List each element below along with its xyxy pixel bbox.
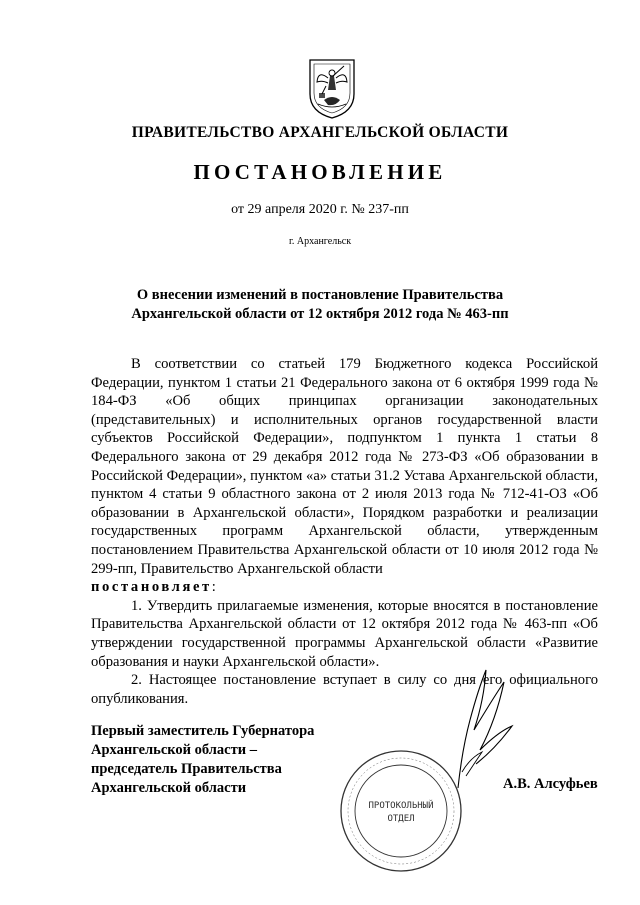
item-2: 2. Настоящее постановление вступает в силу со дня его официального опубликования. [91, 672, 598, 707]
resolves-word: постановляет [91, 579, 212, 596]
coat-of-arms-icon [306, 56, 358, 120]
resolves-colon: : [211, 579, 216, 596]
signer-line-1: Первый заместитель Губернатора [91, 723, 315, 739]
resolves-line [91, 578, 598, 597]
document-type: ПОСТАНОВЛЕНИЕ [193, 160, 447, 184]
subject-line-1: О внесении изменений в постановление Правительства [136, 287, 504, 303]
stamp-text-2: ОТДЕЛ [387, 814, 415, 824]
preamble-paragraph [91, 355, 598, 578]
preamble-text: В соответствии со статьей 179 Бюджетного кодекса Российской Федерации, пунктом 1 статьи 21 Федерального закона от 6 октября 1999 года № 184-ФЗ «Об общих принципах организации законодательных (представительных) и исполнительных органов государственной власти субъектов Российской Федерации», подпунктом 1 пункта 1 статьи 8 Федерального закона от 29 декабря 2012 года № 273-ФЗ «Об образовании в Российской Федерации», пунктом «а» статьи 31.2 Устава Архангельской области, пунктом 4 статьи 9 областного закона от 2 июля 2013 года № 712-41-ОЗ «Об образовании в Архангельской области», Порядком разработки и реализации государственных программ Архангельской области, утвержденным постановлением Правительства Архангельской области от 10 июля 2012 года № 299-пп, Правительство Архангельской области [91, 356, 598, 577]
signer-position [91, 722, 314, 798]
signer-line-4: Архангельской области [91, 780, 247, 796]
government-name: ПРАВИТЕЛЬСТВО АРХАНГЕЛЬСКОЙ ОБЛАСТИ [131, 124, 509, 141]
city: г. Архангельск [288, 236, 352, 247]
subject-line-2: Архангельской области от 12 октября 2012 года № 463-пп [131, 306, 509, 322]
item-1: 1. Утвердить прилагаемые изменения, которые вносятся в постановление Правительства Архангельской области от 12 октября 2012 года № 463-пп «Об утверждении государственной программы Архангельской области «Развитие образования и науки Архангельской области». [91, 597, 598, 670]
document-subject [110, 286, 530, 324]
signer-line-3: председатель Правительства [91, 761, 282, 777]
signer-name: А.В. Алсуфьев [503, 776, 598, 792]
signer-line-2: Архангельской области – [91, 742, 257, 758]
document-body [91, 355, 598, 708]
round-stamp [336, 746, 466, 876]
stamp-text-1: ПРОТОКОЛЬНЫЙ [368, 801, 434, 811]
date-and-number: от 29 апреля 2020 г. № 237-пп [231, 202, 409, 217]
